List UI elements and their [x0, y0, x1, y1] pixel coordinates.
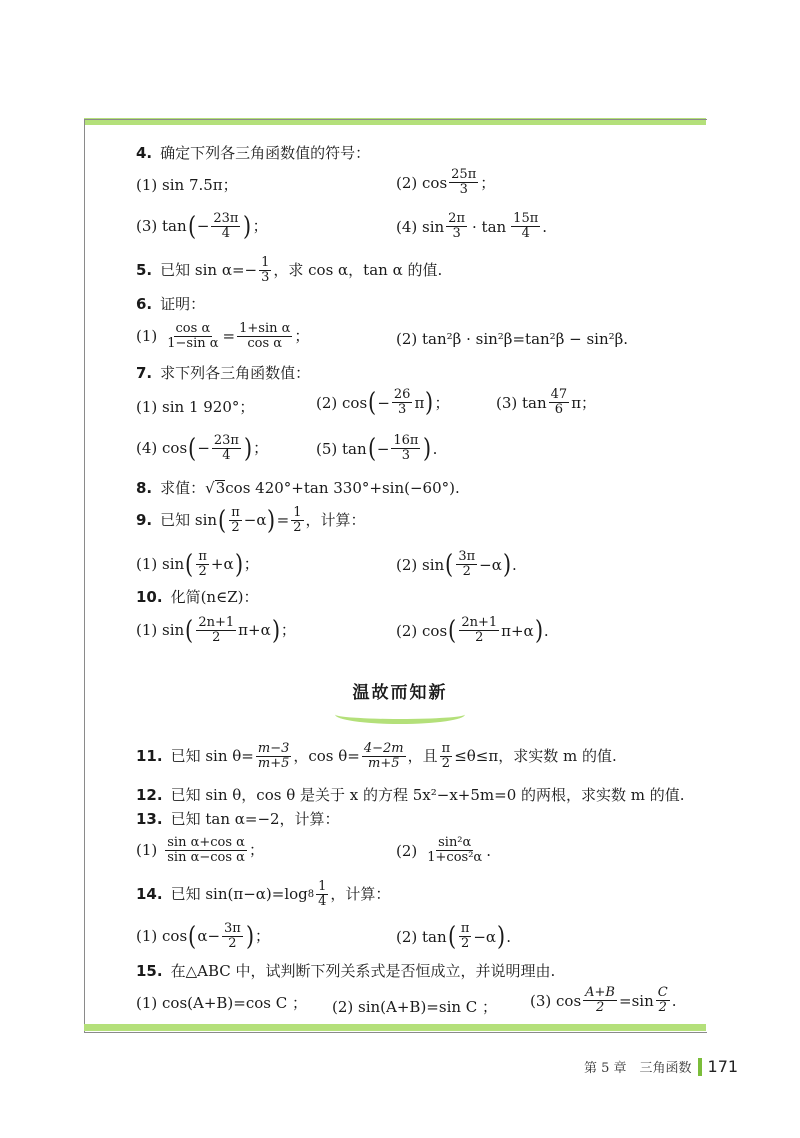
fraction: $\frac{3\pi}{2}$ — [224, 921, 241, 952]
fraction: $\frac{\pi}{2}$ — [231, 505, 240, 536]
q9-part-2: (2) sin ( $\frac{3\pi}{2}$ −α ) . — [396, 549, 517, 580]
question-number: 10. — [136, 588, 163, 606]
question-11: 11. 已知 sin θ= $\frac{m-3}{m+5}$ ，cos θ= $\frac{4-2m}{m+5}$ ，且 $\frac{\pi}{2}$ ≤θ≤π，求实数 m 的值. — [136, 741, 617, 772]
fraction: $\frac{A+B}{2}$ — [585, 985, 615, 1016]
fraction: $\frac{26}{3}$ — [393, 387, 411, 418]
question-number: 13. — [136, 810, 163, 828]
fraction: $\frac{\text{sin α+cos α}}{\text{sin α−cos α}}$ — [167, 835, 245, 866]
question-number: 12. — [136, 786, 163, 804]
question-stem: cos 420°+tan 330°+sin(−60°). — [225, 478, 460, 497]
q15-part-1 — [136, 996, 307, 1011]
part-text: (2) cos — [396, 173, 448, 192]
bottom-accent-band — [84, 1024, 706, 1031]
q15-part-2 — [332, 996, 497, 1017]
part-text: (2) sin(A+B)=sin C ； — [332, 998, 498, 1016]
question-6 — [136, 297, 205, 312]
q4-part-2 — [396, 168, 495, 198]
fraction: $\frac{23\pi}{4}$ — [213, 211, 239, 242]
question-12 — [136, 788, 685, 803]
question-stem: 求下列各三角函数值： — [160, 364, 311, 382]
question-number: 14. — [136, 885, 163, 904]
fraction: $\frac{m-3}{m+5}$ — [257, 741, 290, 772]
fraction: $\frac{4-2m}{m+5}$ — [363, 741, 404, 772]
fraction: $\frac{2n+1}{2}$ — [461, 615, 498, 646]
fraction: $\frac{16\pi}{3}$ — [393, 433, 419, 464]
question-stem: 确定下列各三角函数值的符号： — [160, 144, 371, 162]
question-13 — [136, 812, 340, 827]
fraction: $\frac{3\pi}{2}$ — [458, 549, 476, 580]
part-text: (3) tan — [136, 217, 187, 236]
question-5: 5. 已知 sin α=− $\frac{1}{3}$ ，求 cos α，tan α 的值. — [136, 255, 443, 286]
q4-part-4: (4) sin $\frac{2\pi}{3}$ · tan $\frac{15\pi}{4}$ . — [396, 211, 548, 242]
q6-part-1: (1) $\frac{\text{cos α}}{\text{1−sin α}}$ = $\frac{\text{1+sin α}}{\text{cos α}}$ ； — [136, 321, 310, 352]
question-number: 15. — [136, 962, 163, 980]
question-number: 7. — [136, 364, 153, 382]
part-text: (4) sin — [396, 217, 445, 236]
part-text: (1) sin 1 920°； — [136, 398, 255, 416]
question-15 — [136, 964, 555, 979]
section-title: 温故而知新 — [352, 683, 448, 703]
footer-accent-bar — [698, 1058, 702, 1076]
question-number: 8. — [136, 478, 153, 497]
q7-part-4: (4) cos ( − $\frac{23\pi}{4}$ ) ； — [136, 433, 269, 464]
question-number: 4. — [136, 144, 153, 162]
page-footer — [584, 1057, 738, 1076]
q7-part-1 — [136, 400, 254, 415]
fraction: $\frac{\pi}{2}$ — [460, 921, 470, 952]
q7-part-3: (3) tan $\frac{47}{6}$ π； — [496, 387, 597, 418]
fraction: $\frac{\text{1+sin α}}{\text{cos α}}$ — [239, 321, 291, 352]
chapter-label: 第 5 章 三角函数 — [584, 1061, 692, 1076]
fraction: $\frac{\pi}{2}$ — [198, 549, 207, 580]
question-number: 6. — [136, 295, 153, 313]
fraction: $\frac{1}{4}$ — [318, 879, 327, 910]
question-stem: 已知 sin θ，cos θ 是关于 x 的方程 5x²−x+5m=0 的两根，求实数 m 的值. — [170, 786, 685, 804]
section-underline — [335, 705, 465, 724]
part-text: (1) cos(A+B)=cos C ； — [136, 994, 307, 1012]
question-stem: 化简(n∈Z)： — [170, 588, 259, 606]
part-text: (1) sin 7.5π； — [136, 176, 238, 194]
fraction: $\frac{C}{2}$ — [657, 985, 668, 1016]
q9-part-1: (1) sin ( $\frac{\pi}{2}$ +α ) ； — [136, 549, 259, 580]
q4-part-1 — [136, 178, 238, 193]
question-8: 8. 求值： √ 3 cos 420°+tan 330°+sin(−60°). — [136, 478, 460, 497]
question-number: 11. — [136, 747, 163, 766]
q13-part-1: (1) $\frac{\text{sin α+cos α}}{\text{sin α−cos α}}$ ； — [136, 835, 264, 866]
q14-part-1: (1) cos ( α− $\frac{3\pi}{2}$ ) ； — [136, 921, 271, 952]
fraction: $\frac{1}{2}$ — [293, 505, 302, 536]
question-stem: 在△ABC 中，试判断下列关系式是否恒成立，并说明理由. — [170, 962, 556, 980]
fraction: $\frac{\text{sin²α}}{\text{1+cos²α}}$ — [427, 835, 483, 866]
q10-part-1: (1) sin ( $\frac{2n+1}{2}$ π+α ) ； — [136, 615, 296, 646]
fraction: $\frac{2\pi}{3}$ — [448, 211, 465, 242]
question-10 — [136, 590, 258, 605]
question-stem: 证明： — [160, 295, 206, 313]
question-4 — [136, 146, 370, 161]
q15-part-3: (3) cos $\frac{A+B}{2}$ =sin $\frac{C}{2}$ . — [530, 985, 677, 1016]
fraction: $\frac{47}{6}$ — [550, 387, 568, 418]
fraction: $\frac{\text{cos α}}{\text{1−sin α}}$ — [167, 321, 219, 352]
question-stem: 已知 sin α=− — [160, 261, 258, 280]
q6-part-2 — [396, 330, 628, 348]
part-text: ； — [480, 174, 496, 193]
q10-part-2: (2) cos ( $\frac{2n+1}{2}$ π+α ) . — [396, 615, 549, 646]
part-text: (2) tan²β · sin²β=tan²β − sin²β. — [396, 330, 629, 348]
question-number: 9. — [136, 511, 153, 530]
fraction: $\frac{25\pi}{3}$ — [451, 167, 477, 198]
fraction: $\frac{2n+1}{2}$ — [198, 615, 235, 646]
fraction: $\frac{1}{3}$ — [261, 255, 270, 286]
question-7 — [136, 366, 310, 381]
question-stem: 已知 tan α=−2，计算： — [170, 810, 340, 828]
q13-part-2: (2) $\frac{\text{sin²α}}{\text{1+cos²α}}$ . — [396, 835, 491, 866]
page-number: 171 — [707, 1057, 739, 1076]
q14-part-2: (2) tan ( $\frac{\pi}{2}$ −α ) . — [396, 921, 511, 952]
question-14: 14. 已知 sin(π−α)=log 8 $\frac{1}{4}$ ，计算： — [136, 879, 391, 910]
q7-part-5: (5) tan ( − $\frac{16\pi}{3}$ ) . — [316, 433, 438, 464]
q7-part-2: (2) cos ( − $\frac{26}{3}$ π ) ； — [316, 387, 450, 418]
question-9: 9. 已知 sin ( $\frac{\pi}{2}$ −α ) = $\frac{1}{2}$ ，计算： — [136, 505, 366, 536]
q4-part-3: (3) tan ( − $\frac{23\pi}{4}$ ) ； — [136, 211, 268, 242]
fraction: $\frac{23\pi}{4}$ — [213, 433, 239, 464]
fraction: $\frac{15\pi}{4}$ — [513, 211, 539, 242]
fraction: $\frac{\pi}{2}$ — [441, 741, 451, 772]
question-number: 5. — [136, 261, 153, 280]
section-heading — [300, 678, 500, 724]
